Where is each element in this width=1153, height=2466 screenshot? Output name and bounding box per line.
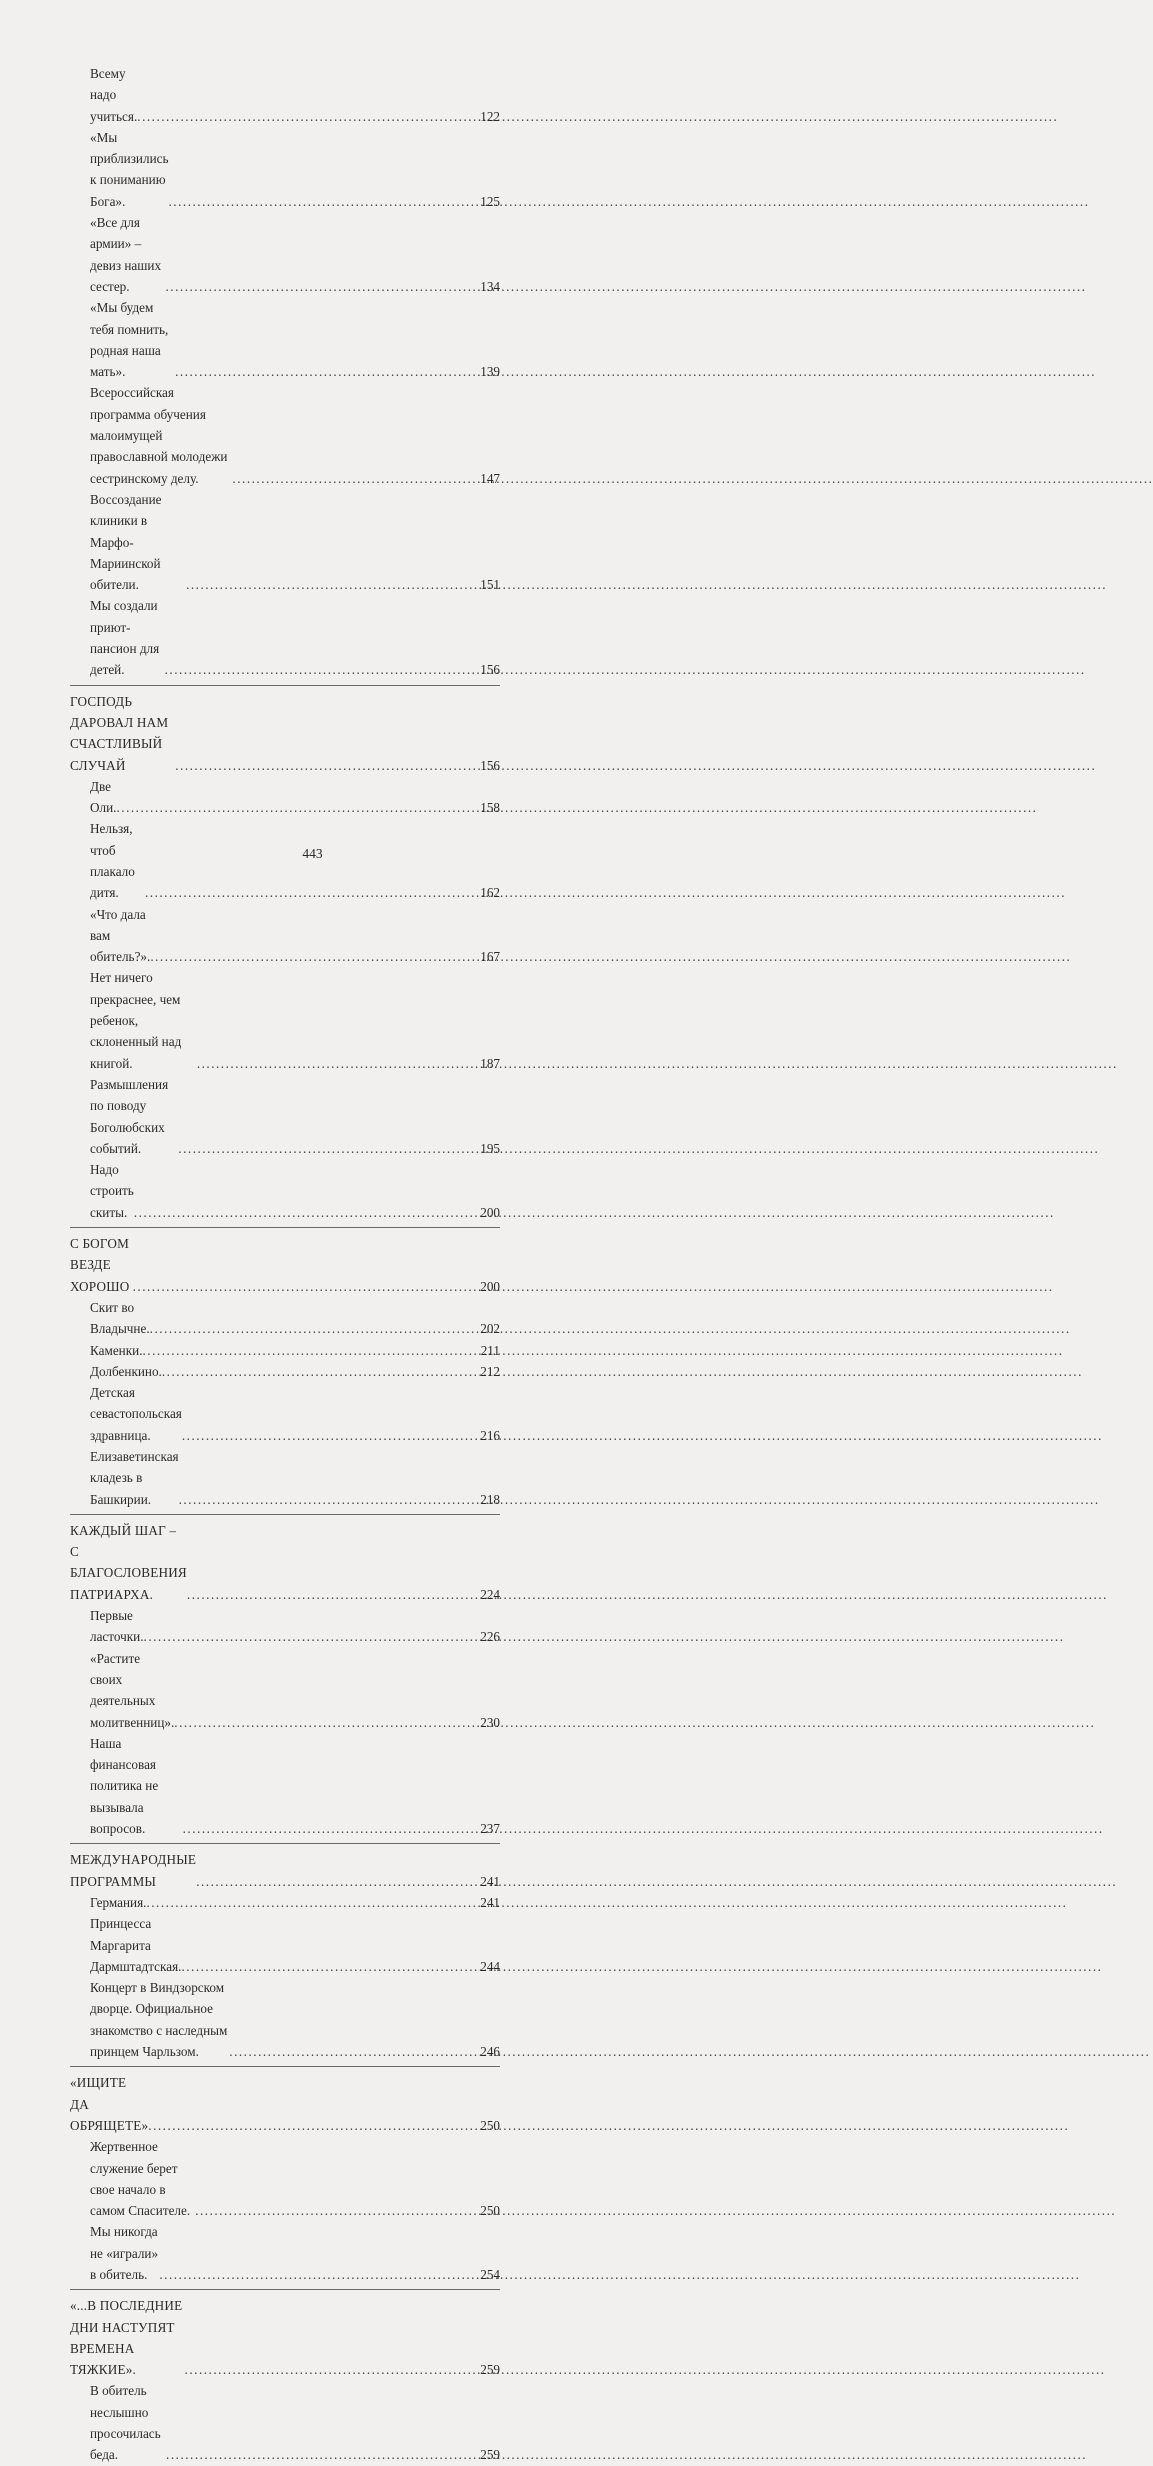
toc-entry-title: «ИЩИТЕ ДА ОБРЯЩЕТЕ»: [70, 2075, 149, 2133]
section-divider: [70, 1227, 500, 1228]
toc-entry-page: 202: [480, 1321, 500, 1337]
toc-section-entry: [70, 691, 500, 776]
toc-entry-page: 218: [480, 1491, 500, 1507]
toc-section-entry: [70, 2072, 500, 2136]
toc-entry: [70, 382, 500, 488]
dot-leader: [183, 1818, 480, 1839]
toc-entry-title: Принцесса Маргарита Дармштадтская.: [90, 1916, 182, 1974]
dot-leader: [133, 1276, 480, 1297]
toc-entry-title: Размышления по поводу Боголюбских событий.: [90, 1076, 169, 1156]
dot-leader: [166, 276, 480, 297]
toc-entry-page: 187: [480, 1055, 500, 1071]
toc-entry: [70, 212, 500, 297]
toc-entry: [70, 297, 500, 382]
toc-entry-page: 226: [480, 1629, 500, 1645]
toc-entry: [70, 1733, 500, 1839]
toc-entry: [70, 63, 500, 127]
dot-leader: [146, 1892, 479, 1913]
dot-leader: [185, 2359, 480, 2380]
toc-section-entry: [70, 1520, 500, 1605]
toc-entry: [70, 1648, 500, 1733]
dot-leader: [197, 1053, 479, 1074]
dot-leader: [166, 2444, 479, 2465]
dot-leader: [175, 755, 479, 776]
dot-leader: [187, 1584, 479, 1605]
toc-entry: [70, 967, 500, 1073]
toc-entry-title: «Все для армии» – девиз наших сестер.: [90, 215, 162, 294]
toc-entry: [70, 1159, 500, 1223]
dot-leader: [144, 1626, 480, 1647]
dot-leader: [116, 797, 479, 818]
toc-entry-page: 259: [480, 2447, 500, 2463]
toc-entry-page: 200: [480, 1204, 500, 1220]
toc-entry-page: 259: [480, 2362, 500, 2378]
toc-entry-title: «Мы приблизились к пониманию Бога».: [90, 129, 169, 209]
toc-entry: [70, 2221, 500, 2285]
toc-entry-page: 122: [480, 108, 500, 124]
toc-entry-title: Нельзя, чтоб плакало дитя.: [90, 821, 135, 901]
toc-entry-title: Германия.: [90, 1894, 147, 1910]
dot-leader: [232, 468, 479, 489]
toc-entry-title: «Мы будем тебя помнить, родная наша мать».: [90, 300, 169, 380]
toc-entry-page: 147: [480, 470, 500, 486]
toc-entry: [70, 1382, 500, 1446]
toc-entry-title: «Что дала вам обитель?».: [90, 906, 151, 965]
toc-entry-page: 246: [480, 2044, 500, 2060]
dot-leader: [137, 106, 479, 127]
toc-entry: [70, 595, 500, 680]
toc-entry-title: Надо строить скиты.: [90, 1162, 134, 1220]
toc-entry-title: Мы никогда не «играли» в обитель.: [90, 2224, 159, 2282]
toc-entry-page: 244: [480, 1958, 500, 1974]
dot-leader: [174, 1712, 479, 1733]
toc-entry-title: Воссоздание клиники в Марфо-Мариинской обители.: [90, 491, 162, 593]
dot-leader: [196, 1871, 479, 1892]
table-of-contents: [70, 63, 500, 2466]
toc-entry-title: С БОГОМ ВЕЗДЕ ХОРОШО: [70, 1236, 130, 1294]
toc-entry: [70, 1361, 500, 1382]
toc-entry: [70, 1297, 500, 1340]
toc-entry-page: 237: [480, 1821, 500, 1837]
toc-entry: [70, 1446, 500, 1510]
toc-entry-title: В обитель неслышно просочилась беда.: [90, 2383, 161, 2463]
toc-entry-page: 241: [480, 1873, 500, 1889]
toc-entry-page: 156: [480, 662, 500, 678]
dot-leader: [182, 1425, 479, 1446]
toc-entry: [70, 1892, 500, 1913]
section-divider: [70, 1843, 500, 1844]
toc-entry-page: 216: [480, 1427, 500, 1443]
toc-entry-page: 158: [480, 800, 500, 816]
toc-entry: [70, 776, 500, 819]
toc-entry: [70, 2136, 500, 2221]
dot-leader: [186, 574, 479, 595]
toc-entry-page: 200: [480, 1278, 500, 1294]
dot-leader: [148, 2115, 479, 2136]
toc-section-entry: [70, 1233, 500, 1297]
section-divider: [70, 2289, 500, 2290]
toc-entry-page: 230: [480, 1714, 500, 1730]
dot-leader: [134, 1202, 479, 1223]
toc-entry-title: Мы создали приют-пансион для детей.: [90, 598, 160, 678]
dot-leader: [159, 2264, 479, 2285]
toc-entry-title: «Растите своих деятельных молитвенниц».: [90, 1650, 175, 1730]
toc-entry-title: Елизаветинская кладезь в Башкирии.: [90, 1449, 179, 1507]
toc-entry-page: 195: [480, 1140, 500, 1156]
toc-section-entry: [70, 1849, 500, 1892]
toc-entry-title: ГОСПОДЬ ДАРОВАЛ НАМ СЧАСТЛИВЫЙ СЛУЧАЙ: [70, 693, 169, 773]
toc-entry-page: 125: [480, 193, 500, 209]
dot-leader: [181, 1956, 479, 1977]
toc-entry-title: Первые ласточки.: [90, 1608, 144, 1645]
toc-entry-page: 241: [480, 1894, 500, 1910]
toc-entry-title: Детская севастопольская здравница.: [90, 1385, 182, 1443]
toc-entry-title: МЕЖДУНАРОДНЫЕ ПРОГРАММЫ: [70, 1852, 197, 1889]
toc-entry-page: 134: [480, 278, 500, 294]
page-number: 443: [302, 846, 323, 861]
dot-leader: [179, 1489, 480, 1510]
toc-entry: [70, 2380, 500, 2465]
toc-entry-title: КАЖДЫЙ ШАГ – С БЛАГОСЛОВЕНИЯ ПАТРИАРХА.: [70, 1522, 187, 1602]
toc-entry: [70, 1074, 500, 1159]
toc-entry-page: 162: [480, 885, 500, 901]
dot-leader: [169, 191, 480, 212]
toc-entry-title: Концерт в Виндзорском дворце. Официальное знакомство с наследным принцем Чарльзом.: [90, 1980, 228, 2060]
toc-entry-title: «...В ПОСЛЕДНИЕ ДНИ НАСТУПЯТ ВРЕМЕНА ТЯЖКИЕ».: [70, 2298, 183, 2378]
toc-entry-page: 167: [480, 949, 500, 965]
toc-entry: [70, 904, 500, 968]
dot-leader: [143, 1340, 480, 1361]
toc-entry-title: Каменки.: [90, 1342, 143, 1358]
toc-entry-title: Жертвенное служение берет свое начало в самом Спасителе.: [90, 2139, 191, 2219]
toc-entry: [70, 1605, 500, 1648]
toc-entry-title: Скит во Владычне.: [90, 1299, 150, 1337]
toc-entry-title: Нет ничего прекраснее, чем ребенок, склоненный над книгой.: [90, 970, 182, 1071]
toc-entry: [70, 489, 500, 595]
toc-entry-page: 254: [480, 2266, 500, 2282]
dot-leader: [195, 2200, 479, 2221]
toc-section-entry: [70, 2295, 500, 2380]
dot-leader: [150, 1318, 480, 1339]
dot-leader: [175, 361, 479, 382]
toc-entry-page: 212: [480, 1363, 500, 1379]
toc-entry-page: 156: [480, 757, 500, 773]
toc-entry: [70, 1913, 500, 1977]
toc-entry-title: Всероссийская программа обучения малоимущей православной молодежи сестринскому делу.: [90, 385, 228, 486]
dot-leader: [162, 1361, 479, 1382]
toc-entry-page: 250: [480, 2203, 500, 2219]
dot-leader: [150, 946, 479, 967]
toc-entry: [70, 127, 500, 212]
section-divider: [70, 2066, 500, 2067]
toc-entry-page: 211: [480, 1342, 500, 1358]
toc-entry: [70, 1977, 500, 2062]
dot-leader: [229, 2041, 479, 2062]
dot-leader: [145, 882, 479, 903]
toc-entry: [70, 1340, 500, 1361]
dot-leader: [165, 659, 480, 680]
toc-entry-page: 250: [480, 2117, 500, 2133]
toc-entry-title: Всему надо учиться.: [90, 66, 138, 124]
toc-entry-title: Наша финансовая политика не вызывала вопросов.: [90, 1735, 159, 1837]
toc-entry-page: 224: [480, 1586, 500, 1602]
toc-entry-page: 151: [480, 577, 500, 593]
toc-entry-page: 139: [480, 364, 500, 380]
section-divider: [70, 685, 500, 686]
toc-entry-title: Долбенкино.: [90, 1363, 162, 1379]
toc-entry-title: Две Оли.: [90, 778, 117, 816]
section-divider: [70, 1514, 500, 1515]
dot-leader: [178, 1138, 479, 1159]
